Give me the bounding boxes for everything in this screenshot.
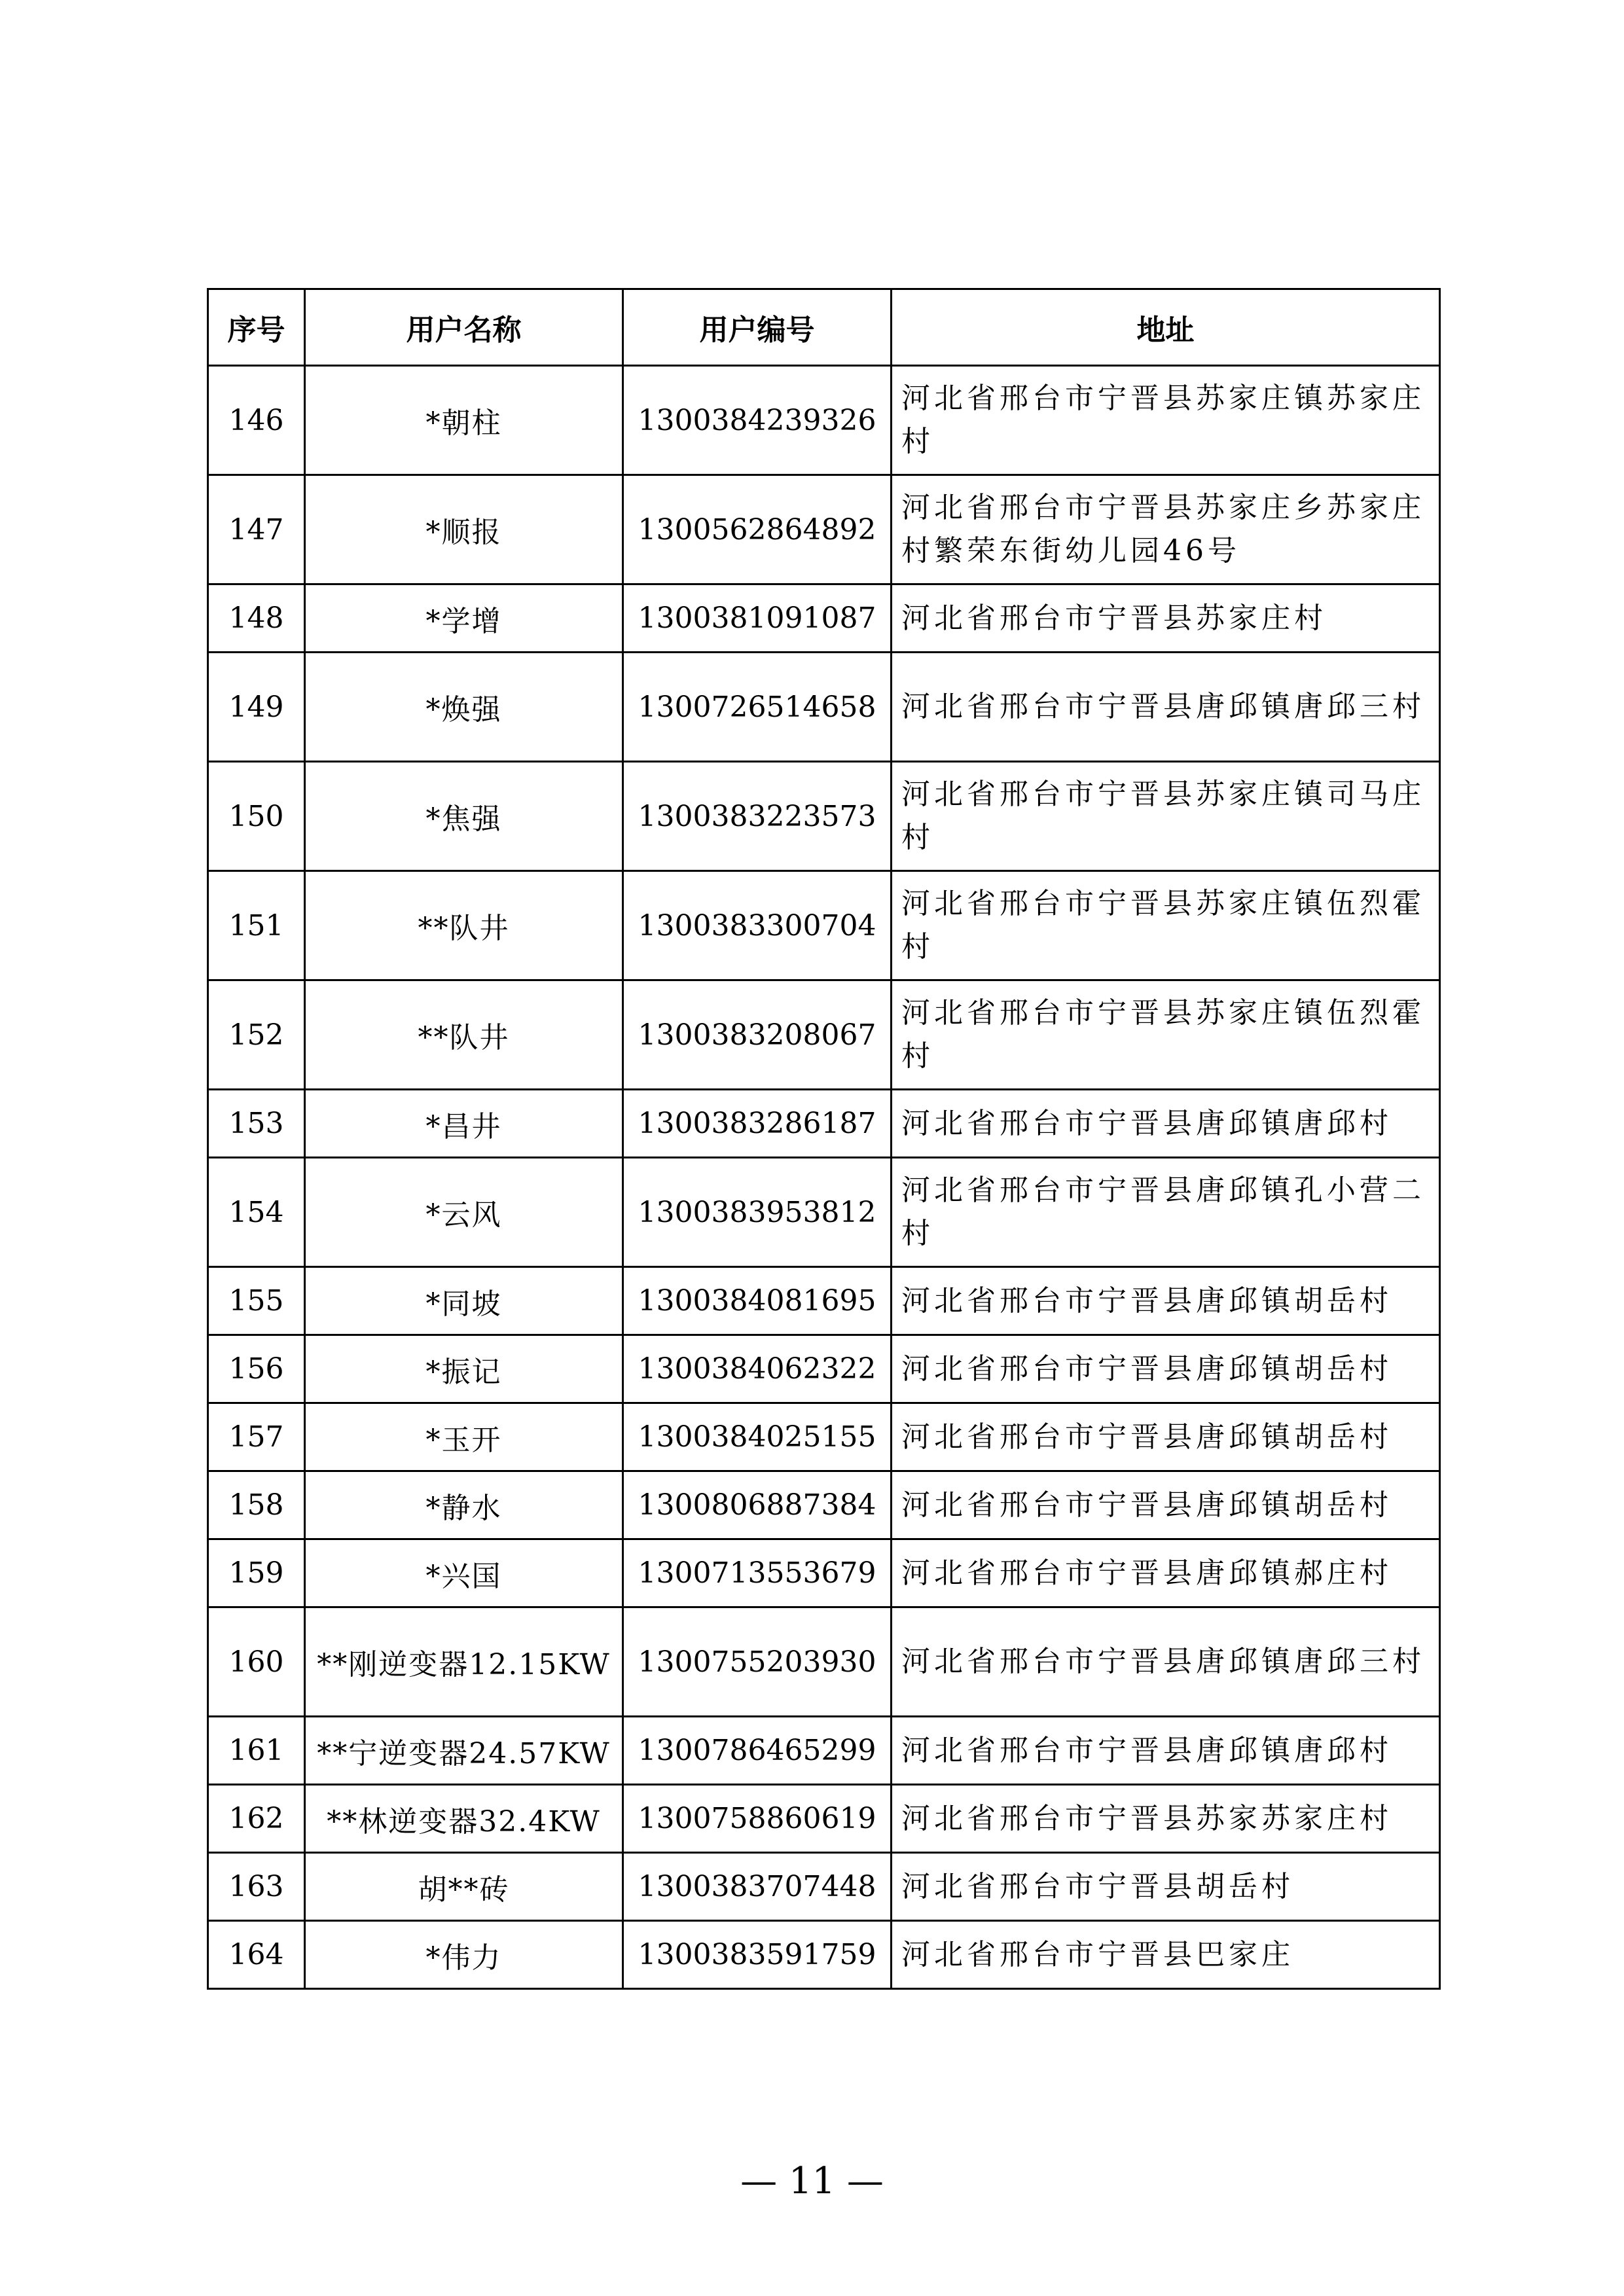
cell-index: 153 xyxy=(208,1090,305,1158)
cell-user-id: 1300713553679 xyxy=(623,1539,892,1607)
cell-user-id: 1300806887384 xyxy=(623,1471,892,1539)
table-row xyxy=(208,1921,1440,1989)
cell-address: 河北省邢台市宁晋县苏家庄镇苏家庄村 xyxy=(892,366,1440,475)
cell-user-id: 1300384239326 xyxy=(623,366,892,475)
cell-address: 河北省邢台市宁晋县唐邱镇胡岳村 xyxy=(892,1471,1440,1539)
cell-user-id: 1300384025155 xyxy=(623,1403,892,1471)
cell-address: 河北省邢台市宁晋县唐邱镇胡岳村 xyxy=(892,1335,1440,1403)
table-row xyxy=(208,366,1440,475)
cell-address: 河北省邢台市宁晋县苏家苏家庄村 xyxy=(892,1785,1440,1853)
cell-user-id: 1300384081695 xyxy=(623,1267,892,1335)
cell-user-name: *学增 xyxy=(305,584,623,653)
cell-user-id: 1300383286187 xyxy=(623,1090,892,1158)
cell-index: 148 xyxy=(208,584,305,653)
cell-address: 河北省邢台市宁晋县苏家庄乡苏家庄村繁荣东街幼儿园46号 xyxy=(892,475,1440,584)
table-row xyxy=(208,1785,1440,1853)
cell-address: 河北省邢台市宁晋县苏家庄镇伍烈霍村 xyxy=(892,980,1440,1090)
cell-user-id: 1300383223573 xyxy=(623,762,892,871)
page-number: — 11 — xyxy=(740,2160,884,2202)
cell-index: 149 xyxy=(208,653,305,762)
table-body xyxy=(208,366,1440,1989)
cell-address: 河北省邢台市宁晋县唐邱镇孔小营二村 xyxy=(892,1158,1440,1267)
cell-user-name: *昌井 xyxy=(305,1090,623,1158)
cell-user-id: 1300383591759 xyxy=(623,1921,892,1989)
table-row xyxy=(208,1717,1440,1785)
cell-user-id: 1300786465299 xyxy=(623,1717,892,1785)
cell-index: 154 xyxy=(208,1158,305,1267)
cell-index: 163 xyxy=(208,1853,305,1921)
table-row xyxy=(208,980,1440,1090)
cell-index: 151 xyxy=(208,871,305,980)
table-header-row xyxy=(208,289,1440,366)
cell-address: 河北省邢台市宁晋县唐邱镇唐邱三村 xyxy=(892,1607,1440,1717)
cell-user-name: *焕强 xyxy=(305,653,623,762)
table-row xyxy=(208,1335,1440,1403)
cell-user-name: **队井 xyxy=(305,871,623,980)
table-row xyxy=(208,475,1440,584)
cell-user-id: 1300755203930 xyxy=(623,1607,892,1717)
cell-user-id: 1300384062322 xyxy=(623,1335,892,1403)
cell-index: 157 xyxy=(208,1403,305,1471)
cell-user-id: 1300726514658 xyxy=(623,653,892,762)
header-user-name: 用户名称 xyxy=(305,289,623,366)
cell-index: 156 xyxy=(208,1335,305,1403)
cell-index: 160 xyxy=(208,1607,305,1717)
cell-user-name: **队井 xyxy=(305,980,623,1090)
table-row xyxy=(208,1853,1440,1921)
cell-index: 159 xyxy=(208,1539,305,1607)
cell-user-name: *云风 xyxy=(305,1158,623,1267)
cell-user-name: **宁逆变器24.57KW xyxy=(305,1717,623,1785)
cell-index: 152 xyxy=(208,980,305,1090)
cell-user-id: 1300381091087 xyxy=(623,584,892,653)
header-address: 地址 xyxy=(892,289,1440,366)
cell-address: 河北省邢台市宁晋县苏家庄镇伍烈霍村 xyxy=(892,871,1440,980)
cell-user-name: **林逆变器32.4KW xyxy=(305,1785,623,1853)
cell-address: 河北省邢台市宁晋县巴家庄 xyxy=(892,1921,1440,1989)
cell-user-name: *伟力 xyxy=(305,1921,623,1989)
cell-address: 河北省邢台市宁晋县苏家庄村 xyxy=(892,584,1440,653)
cell-address: 河北省邢台市宁晋县唐邱镇唐邱三村 xyxy=(892,653,1440,762)
cell-user-name: 胡**砖 xyxy=(305,1853,623,1921)
cell-user-id: 1300758860619 xyxy=(623,1785,892,1853)
cell-address: 河北省邢台市宁晋县唐邱镇唐邱村 xyxy=(892,1090,1440,1158)
table-row xyxy=(208,1539,1440,1607)
table-row xyxy=(208,762,1440,871)
cell-user-id: 1300383300704 xyxy=(623,871,892,980)
cell-user-id: 1300383953812 xyxy=(623,1158,892,1267)
cell-user-id: 1300383208067 xyxy=(623,980,892,1090)
table-row xyxy=(208,1403,1440,1471)
cell-address: 河北省邢台市宁晋县唐邱镇胡岳村 xyxy=(892,1403,1440,1471)
cell-index: 146 xyxy=(208,366,305,475)
user-table xyxy=(207,288,1441,1990)
table-row xyxy=(208,1267,1440,1335)
cell-address: 河北省邢台市宁晋县唐邱镇唐邱村 xyxy=(892,1717,1440,1785)
table-row xyxy=(208,1158,1440,1267)
cell-address: 河北省邢台市宁晋县胡岳村 xyxy=(892,1853,1440,1921)
table-row xyxy=(208,871,1440,980)
cell-index: 150 xyxy=(208,762,305,871)
cell-address: 河北省邢台市宁晋县苏家庄镇司马庄村 xyxy=(892,762,1440,871)
cell-user-name: *顺报 xyxy=(305,475,623,584)
table-row xyxy=(208,1471,1440,1539)
cell-index: 155 xyxy=(208,1267,305,1335)
cell-user-id: 1300562864892 xyxy=(623,475,892,584)
cell-index: 161 xyxy=(208,1717,305,1785)
table-row xyxy=(208,653,1440,762)
cell-address: 河北省邢台市宁晋县唐邱镇胡岳村 xyxy=(892,1267,1440,1335)
cell-user-id: 1300383707448 xyxy=(623,1853,892,1921)
cell-address: 河北省邢台市宁晋县唐邱镇郝庄村 xyxy=(892,1539,1440,1607)
cell-user-name: *玉开 xyxy=(305,1403,623,1471)
table-row xyxy=(208,584,1440,653)
cell-user-name: *振记 xyxy=(305,1335,623,1403)
cell-index: 164 xyxy=(208,1921,305,1989)
cell-user-name: *兴国 xyxy=(305,1539,623,1607)
cell-index: 162 xyxy=(208,1785,305,1853)
table-row xyxy=(208,1607,1440,1717)
header-user-id: 用户编号 xyxy=(623,289,892,366)
cell-index: 158 xyxy=(208,1471,305,1539)
cell-user-name: *焦强 xyxy=(305,762,623,871)
header-index: 序号 xyxy=(208,289,305,366)
cell-index: 147 xyxy=(208,475,305,584)
cell-user-name: *静水 xyxy=(305,1471,623,1539)
cell-user-name: *同坡 xyxy=(305,1267,623,1335)
cell-user-name: *朝柱 xyxy=(305,366,623,475)
cell-user-name: **刚逆变器12.15KW xyxy=(305,1607,623,1717)
table-row xyxy=(208,1090,1440,1158)
